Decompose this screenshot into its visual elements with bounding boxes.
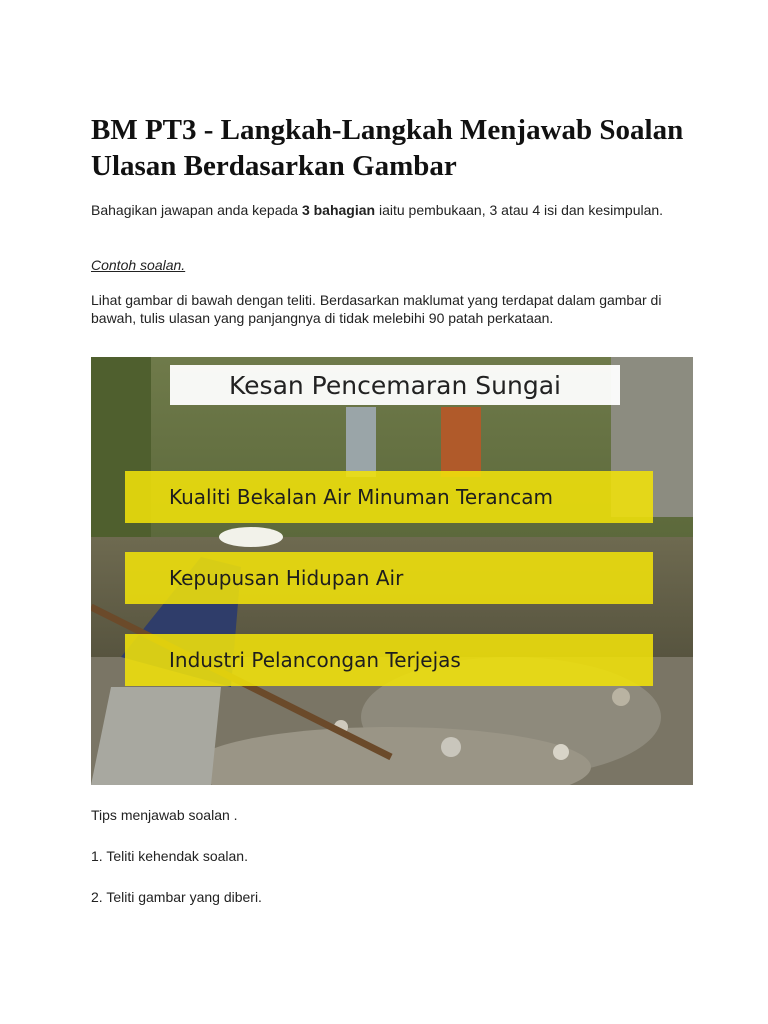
tip-item-2: 2. Teliti gambar yang diberi.	[91, 889, 262, 905]
tips-heading: Tips menjawab soalan .	[91, 807, 238, 823]
example-label: Contoh soalan.	[91, 257, 186, 273]
figure-point-3: Industri Pelancongan Terjejas	[125, 634, 653, 686]
tip-item-1: 1. Teliti kehendak soalan.	[91, 848, 248, 864]
figure-point-1: Kualiti Bekalan Air Minuman Terancam	[125, 471, 653, 523]
figure-point-2: Kepupusan Hidupan Air	[125, 552, 653, 604]
article-title: BM PT3 - Langkah-Langkah Menjawab Soalan Ulasan Berdasarkan Gambar	[91, 114, 684, 182]
intro-text: Bahagikan jawapan anda kepada	[91, 202, 302, 218]
figure-title: Kesan Pencemaran Sungai	[170, 365, 620, 405]
intro-paragraph	[91, 201, 671, 219]
river-pollution-image	[91, 357, 693, 785]
intro-text-end: iaitu pembukaan, 3 atau 4 isi dan kesimpulan.	[375, 202, 664, 218]
instruction-paragraph: Lihat gambar di bawah dengan teliti. Berdasarkan maklumat yang terdapat dalam gambar di bawah, tulis ulasan yang panjangnya di tidak melebihi 90 patah perkataan.	[91, 292, 662, 326]
intro-bold-text: 3 bahagian	[301, 202, 376, 218]
